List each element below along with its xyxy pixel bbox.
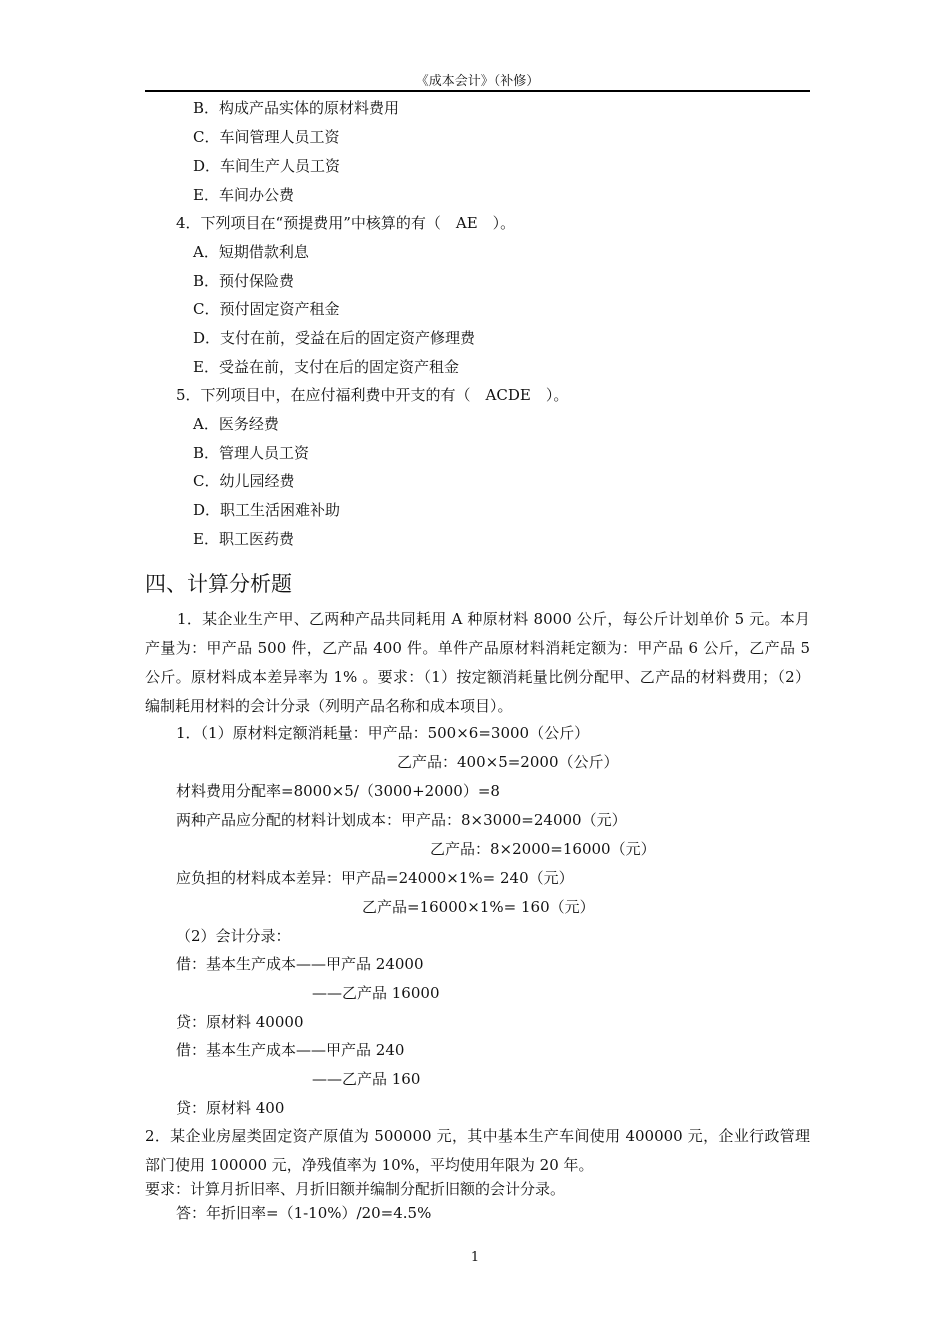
page-header: [145, 68, 810, 92]
option-line: C．幼儿园经费: [193, 472, 295, 490]
journal-entry: 借：基本生产成本——甲产品 240: [176, 1041, 405, 1059]
solution-line: 乙产品：8×2000=16000（元）: [430, 840, 656, 858]
option-line: B．构成产品实体的原材料费用: [193, 99, 400, 117]
problem-2-text: 2．某企业房屋类固定资产原值为 500000 元，其中基本生产车间使用 400000 元，企业行政管理部门使用 100000 元，净残值率为 10%，平均使用年限为 20 年。: [145, 1127, 810, 1174]
journal-entry: 贷：原材料 40000: [176, 1013, 304, 1031]
journal-entry: 贷：原材料 400: [176, 1099, 285, 1117]
journal-entry: ——乙产品 16000: [312, 984, 440, 1002]
option-line: A．医务经费: [193, 415, 279, 433]
option-line: B．管理人员工资: [193, 444, 310, 462]
option-line: C．预付固定资产租金: [193, 300, 340, 318]
question-4: 4．下列项目在“预提费用”中核算的有（ AE ）。: [176, 214, 516, 232]
option-line: D．支付在前，受益在后的固定资产修理费: [193, 329, 476, 347]
solution-line: （2）会计分录：: [176, 927, 291, 945]
page-number: 1: [470, 1250, 480, 1265]
solution-line: 两种产品应分配的材料计划成本：甲产品：8×3000=24000（元）: [176, 811, 627, 829]
journal-entry: ——乙产品 160: [312, 1070, 421, 1088]
header-title: 《成本会计》（补修）: [415, 74, 540, 89]
solution-line: 乙产品=16000×1%= 160（元）: [362, 898, 595, 916]
solution-line: 乙产品：400×5=2000（公斤）: [397, 753, 619, 771]
option-line: C．车间管理人员工资: [193, 128, 340, 146]
option-line: E．车间办公费: [193, 186, 294, 204]
option-line: D．车间生产人员工资: [193, 157, 341, 175]
option-line: E．职工医药费: [193, 530, 294, 548]
problem-2-requirement: 要求：计算月折旧率、月折旧额并编制分配折旧额的会计分录。: [145, 1180, 566, 1198]
option-line: E．受益在前，支付在后的固定资产租金: [193, 358, 459, 376]
journal-entry: 借：基本生产成本——甲产品 24000: [176, 955, 424, 973]
solution-line: 材料费用分配率=8000×5/（3000+2000）=8: [176, 782, 500, 800]
option-line: A．短期借款利息: [193, 243, 309, 261]
solution-line: 1．（1）原材料定额消耗量：甲产品：500×6=3000（公斤）: [176, 724, 590, 742]
solution-line: 应负担的材料成本差异：甲产品=24000×1%= 240（元）: [176, 869, 574, 887]
question-5: 5．下列项目中，在应付福利费中开支的有（ ACDE ）。: [176, 386, 569, 404]
problem-1-text: 1．某企业生产甲、乙两种产品共同耗用 A 种原材料 8000 公斤，每公斤计划单价 5 元。本月产量为：甲产品 500 件，乙产品 400 件。单件产品原材料消耗定额为：甲产品 6 公斤，乙产品 5 公斤。原材料成本差异率为 1% 。要求：（1）按定额消耗量比例分配甲、乙产品的材料费用；（2）编制耗用材料的会计分录（列明产品名称和成本项目）。: [145, 610, 810, 715]
option-line: B．预付保险费: [193, 272, 295, 290]
section-heading: 四、计算分析题: [145, 572, 292, 596]
option-line: D．职工生活困难补助: [193, 501, 341, 519]
problem-2-answer: 答：年折旧率=（1-10%）/20=4.5%: [176, 1204, 432, 1222]
